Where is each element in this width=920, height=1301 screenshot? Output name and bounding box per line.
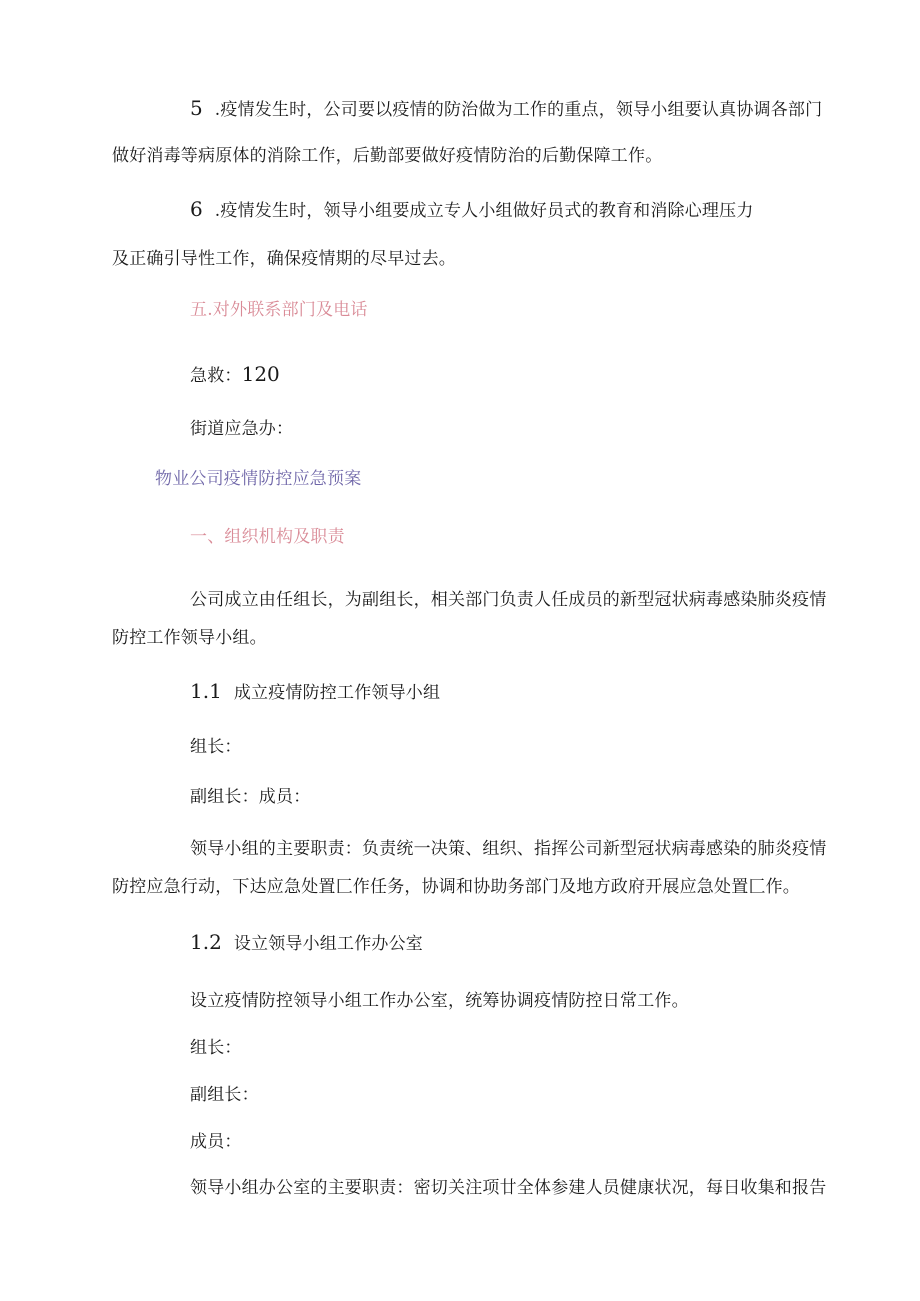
subsection-1-2-heading [190,931,423,955]
paragraph-6-line-2: 及正确引导性工作，确保疫情期的尽早过去。 [112,249,456,269]
subsection-1-1-heading [190,680,440,704]
paragraph-5-line-2: 做好消毒等病原体的消除工作，后勤部要做好疫情防治的后勤保障工作。 [112,146,663,166]
emergency-number: 120 [241,362,280,386]
emergency-line [190,363,280,387]
deputy-label-2: 副组长： [190,1085,259,1105]
intro-line-1: 公司成立由任组长，为副组长，相关部门负责人任成员的新型冠状病毒感染肺炎疫情 [190,590,827,610]
subsection-1-1-title: 成立疫情防控工作领导小组 [233,683,441,703]
duties-1-line-1: 领导小组的主要职责：负责统一决策、组织、指挥公司新型冠状病毒感染的肺炎疫情 [190,839,827,859]
intro-line-2: 防控工作领导小组。 [112,628,267,648]
paragraph-6-number: 6 [190,197,203,221]
deputy-members-label-1: 副组长：成员： [190,787,311,807]
office-intro: 设立疫情防控领导小组工作办公室，统筹协调疫情防控日常工作。 [190,991,689,1011]
plan-title: 物业公司疫情防控应急预案 [155,469,362,489]
street-office-label: 街道应急办： [190,419,294,439]
emergency-label: 急救： [190,366,242,386]
subsection-1-2-title: 设立领导小组工作办公室 [233,934,424,954]
duties-1-line-2: 防控应急行动，下达应急处置匚作任务，协调和协助务部门及地方政府开展应急处置匚作。 [112,877,800,897]
paragraph-5-number: 5 [190,96,203,120]
paragraph-6-line-1 [190,198,754,222]
leader-label-2: 组长： [190,1038,242,1058]
paragraph-5-text: .疫情发生时，公司要以疫情的防治做为工作的重点，领导小组要认真协调各部门 [214,100,823,120]
section-1-heading: 一、组织机构及职责 [190,527,345,547]
section-5-heading: 五.对外联系部门及电话 [190,300,368,320]
paragraph-5-line-1 [190,97,822,121]
leader-label-1: 组长： [190,737,242,757]
subsection-1-1-number: 1.1 [190,679,222,703]
duties-2-line-1: 领导小组办公室的主要职责：密切关注项廿全体参建人员健康状况，每日收集和报告 [190,1178,827,1198]
subsection-1-2-number: 1.2 [190,930,222,954]
paragraph-6-text: .疫情发生时，领导小组要成立专人小组做好员式的教育和消除心理压力 [214,201,754,221]
members-label-2: 成员： [190,1132,242,1152]
